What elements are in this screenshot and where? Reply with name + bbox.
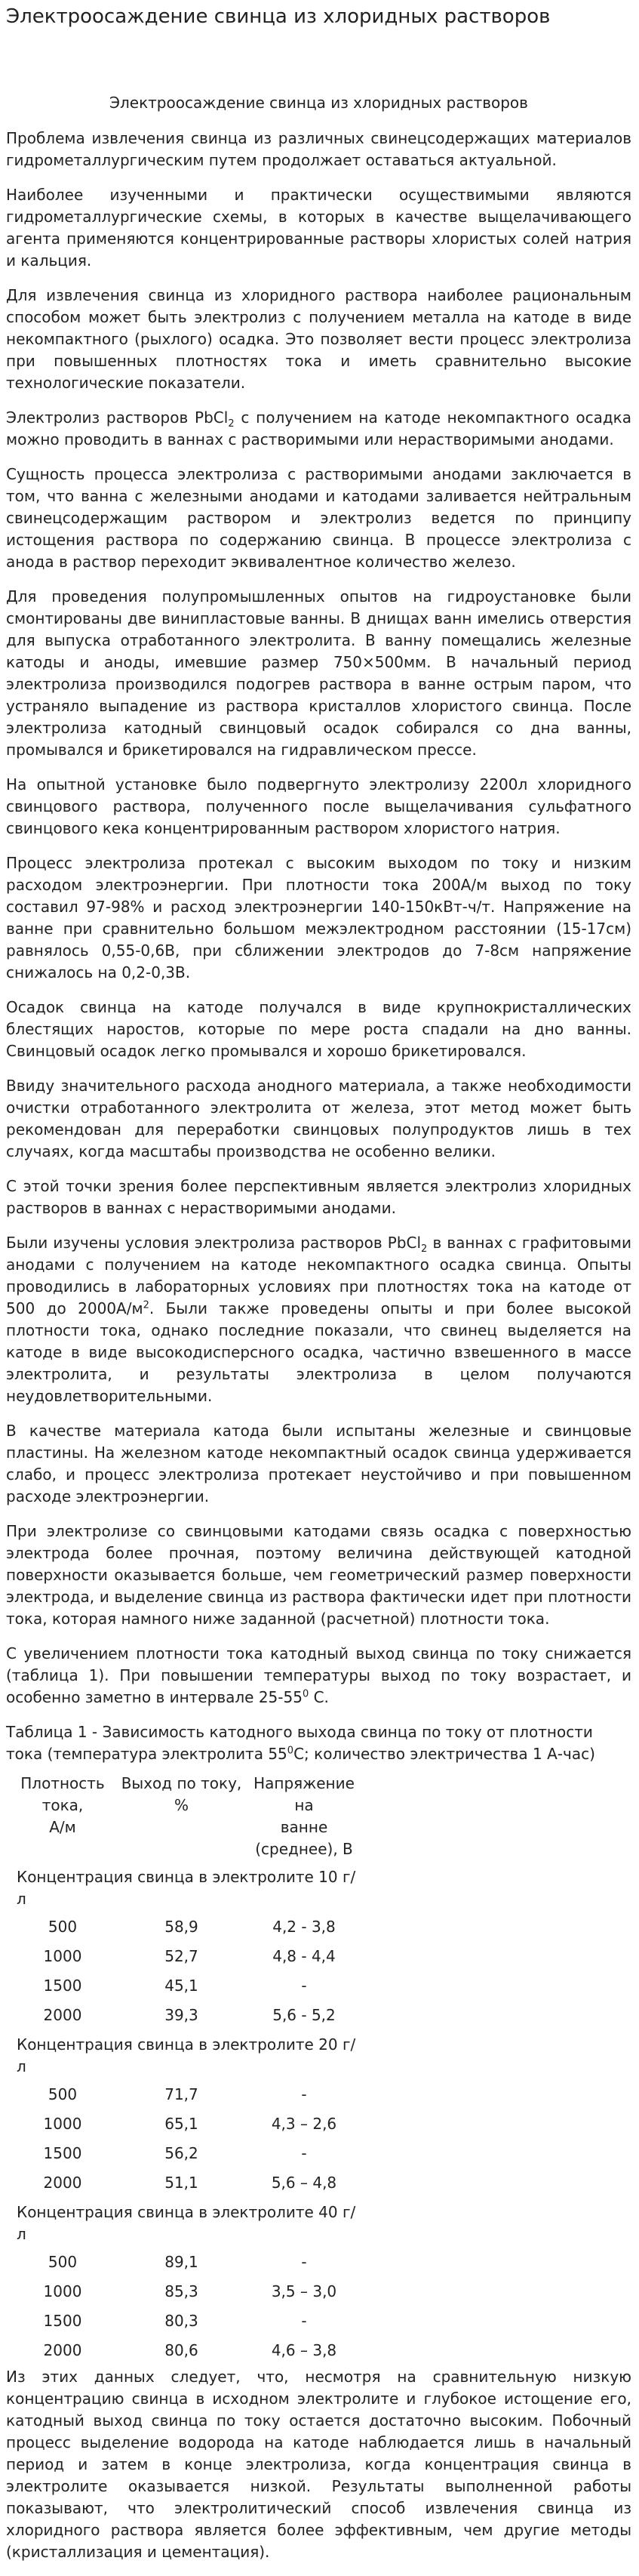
article-subtitle: Электроосаждение свинца из хлоридных растворов [109,94,528,112]
table-row: 1000 52,7 4,8 - 4,4 [43,1947,336,1965]
table-group-row: Концентрация свинца в электролите 10 г/л [17,1868,356,1908]
table-row: 1500 56,2 - [43,2144,307,2162]
article [0,5,639,2563]
table-group-row: Концентрация свинца в электролите 40 г/л [17,2203,356,2243]
table-row: 2000 51,1 5,6 – 4,8 [43,2174,337,2192]
table-caption: Таблица 1 - Зависимость катодного выхода свинца по току от плотности тока (температура электролита $55^0С$; количество электричества 1 А-час) [6,1723,595,1763]
paragraph-6: Для проведения полупромышленных опытов на гидроустановке были смонтированы две винипластовые ванны. В днищах ванн имелись отверстия для выпуска отработанного электролита. В ванну помещались железные катоды и аноды, имевшие размер 750×500мм. В начальный период электролиза производился подогрев раствора в ванне острым паром, что устраняло выпадение из раствора кристаллов хлористого свинца. После электролиза катодный свинцовый осадок собирался со дна ванны, промывался и брикетировался на гидравлическом прессе. [6,587,631,759]
paragraph-5: Сущность процесса электролиза с растворимыми анодами заключается в том, что ванна с железными анодами и катодами заливается нейтральным свинецсодержащим раствором и электролиз ведется по принципу истощения раствора по содержанию свинца. В процессе электролиза с анода в раствор переходит эквивалентное количество железо. [6,465,631,571]
paragraph-13: В качестве материала катода были испытаны железные и свинцовые пластины. На железном катоде некомпактный осадок свинца удерживается слабо, и процесс электролиза протекает неустойчиво и при повышенном расходе электроэнергии. [6,1422,631,1505]
header-current-density: Плотность тока, А/м [20,1774,105,1836]
table-row: 1000 85,3 3,5 – 3,0 [43,2282,337,2300]
paragraph-2: Наиболее изученными и практически осуществимыми являются гидрометаллургические схемы, в которых в качестве выщелачивающего агента применяются концентрированные растворы хлористых солей натрия и кальция. [6,186,631,270]
paragraph-8: Процесс электролиза протекал с высоким выходом по току и низким расходом электроэнергии. При плотности тока 200А/м выход по току составил 97-98% и расход электроэнергии 140-150кВт-ч/т. Напряжение на ванне при сравнительно большом межэлектродном расстоянии (15-17см) равнялось 0,55-0,6В, при сближении электродов до 7-8см напряжение снижалось на 0,2-0,3В. [6,854,631,981]
paragraph-15: С увеличением плотности тока катодный выход свинца по току снижается (таблица 1). При повышении температуры выход по току возрастает, и особенно заметно в интервале $25-55^0$ С. [6,1644,631,1706]
table-row: 1000 65,1 4,3 – 2,6 [43,2115,337,2133]
table-row: 500 58,9 4,2 - 3,8 [48,1918,336,1936]
header-current-yield: Выход по току, % [121,1774,242,1814]
data-table [6,1770,364,2366]
paragraph-3: Для извлечения свинца из хлоридного раствора наиболее рациональным способом может быть электролиз с получением металла на катоде в виде некомпактного (рыхлого) осадка. Это позволяет вести процесс электролиза при повышенных плотностях тока и иметь сравнительно высокие технологические показатели. [6,286,631,392]
table-row: 1500 80,3 - [43,2312,307,2330]
table-row: 2000 39,3 5,6 - 5,2 [43,2006,336,2024]
table-row: 500 89,1 - [48,2253,307,2271]
paragraph-11: С этой точки зрения более перспективным является электролиз хлоридных растворов в ваннах с нерастворимыми анодами. [6,1177,631,1217]
table-group-row: Концентрация свинца в электролите 20 г/л [17,2035,356,2075]
conclusion-paragraph: Из этих данных следует, что, несмотря на сравнительную низкую концентрацию свинца в исходном электролите и глубокое истощение его, катодный выход свинца по току остается достаточно высоким. Побочный процесс выделение водорода на катоде наблюдается лишь в начальный период и затем в конце электролиза, когда концентрация свинца в электролите оказывается низкой. Результаты выполненной работы показывают, что электролитический способ извлечения свинца из хлоридного раствора является более эффективным, чем другие методы (кристаллизация и цементация). [6,2368,631,2561]
paragraph-12: Были изучены условия электролиза растворов PbCl$_2$ в ваннах с графитовыми анодами с получением на катоде некомпактного осадка свинца. Опыты проводились в лабораторных условиях при плотностях тока на катоде от 500 до $2000А/м^2$. Были также проведены опыты и при более высокой плотности тока, однако последние показали, что свинец выделяется на катоде в виде высокодисперсного осадка, частично взвешенного в массе электролита, и результаты электролиза в целом получаются неудовлетворительными. [6,1234,632,1405]
paragraph-9: Осадок свинца на катоде получался в виде крупнокристаллических блестящих наростов, которые по мере роста спадали на дно ванны. Свинцовый осадок легко промывался и хорошо брикетировался. [6,998,631,1060]
table-row: 1500 45,1 - [43,1977,307,1995]
paragraph-10: Ввиду значительного расхода анодного материала, а также необходимости очистки отработанного электролита от железа, этот метод может быть рекомендован для переработки свинцовых полупродуктов лишь в тех случаях, когда масштабы производства не особенно велики. [6,1077,631,1160]
paragraph-7: На опытной установке было подвергнуто электролизу 2200л хлоридного свинцового раствора, полученного после выщелачивания сульфатного свинцового кека концентрированным раствором хлористого натрия. [6,775,631,837]
paragraph-1: Проблема извлечения свинца из различных свинецсодержащих материалов гидрометаллургическим путем продолжает оставаться актуальной. [6,129,631,169]
header-voltage: Напряжение на ванне (среднее), В [253,1774,355,1858]
table-row: 2000 80,6 4,6 – 3,8 [43,2341,337,2359]
table-header-row [6,1770,364,1863]
table-row: 500 71,7 - [48,2085,307,2103]
paragraph-14: При электролизе со свинцовыми катодами связь осадка с поверхностью электрода более прочная, поэтому величина действующей катодной поверхности оказывается больше, чем геометрический размер поверхности электрода, и выделение свинца из раствора фактически идет при плотности тока, которая намного ниже заданной (расчетной) плотности тока. [6,1522,631,1628]
page-title: Электроосаждение свинца из хлоридных растворов [6,5,551,28]
paragraph-4: Электролиз растворов PbCl$_2$ с получением на катоде некомпактного осадка можно проводить в ваннах с растворимыми или нерастворимыми анодами. [6,408,632,448]
